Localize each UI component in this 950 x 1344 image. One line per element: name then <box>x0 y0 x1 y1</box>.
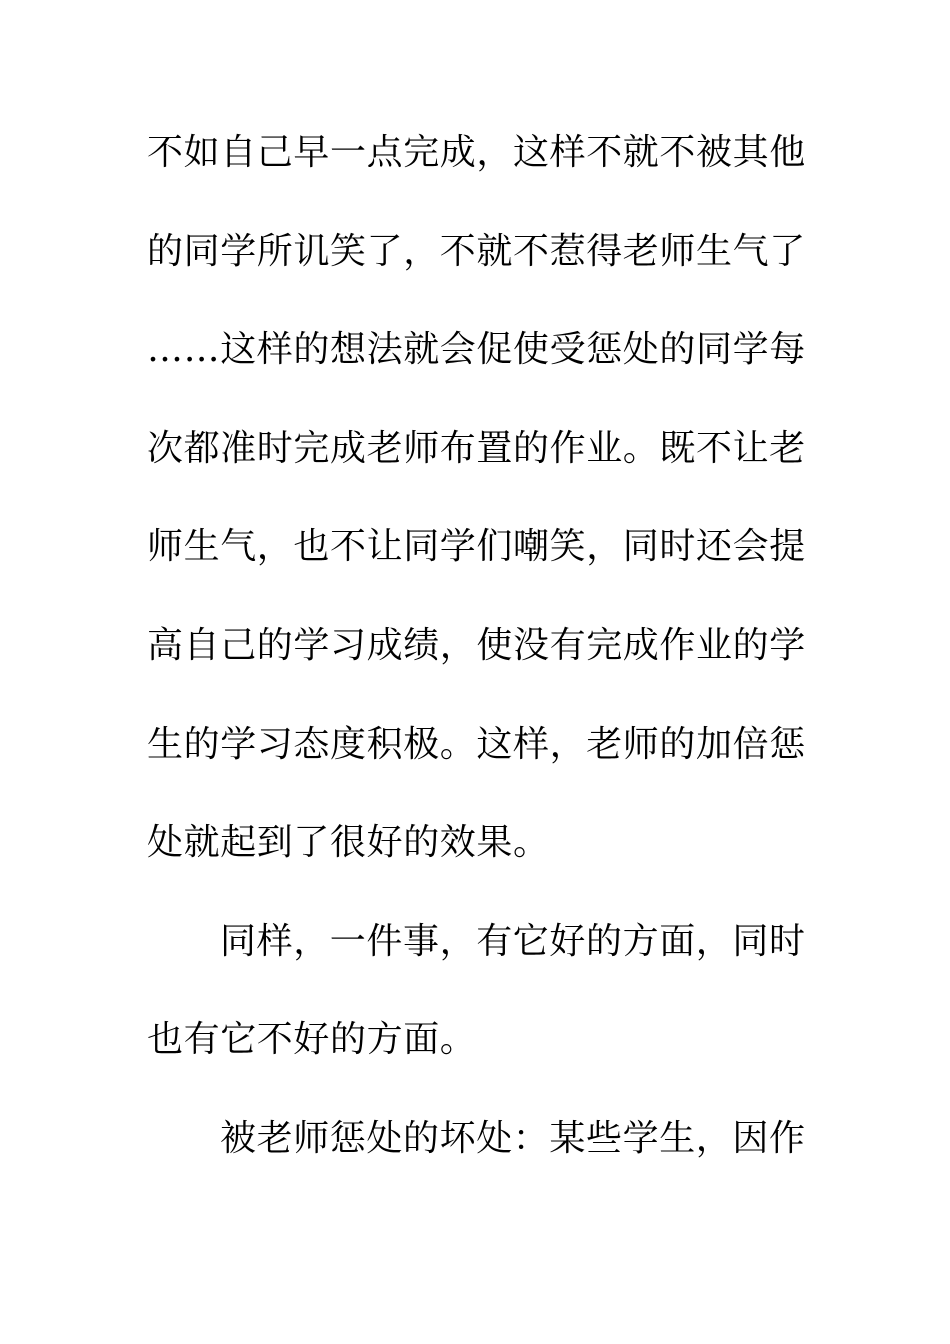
paragraph-start-line: 同样，一件事，有它好的方面，同时 <box>220 920 806 962</box>
text-line: 次都准时完成老师布置的作业。既不让老 <box>147 427 806 469</box>
body-text <box>147 128 807 1213</box>
text-line: 的同学所讥笑了，不就不惹得老师生气了 <box>147 230 806 272</box>
text-line: 高自己的学习成绩，使没有完成作业的学 <box>147 624 806 666</box>
text-line: 师生气，也不让同学们嘲笑，同时还会提 <box>147 526 806 568</box>
text-line: 处就起到了很好的效果。 <box>147 822 550 864</box>
text-line: 也有它不好的方面。 <box>147 1019 477 1061</box>
text-line: 不如自己早一点完成，这样不就不被其他 <box>147 132 806 173</box>
text-line: 生的学习态度积极。这样，老师的加倍惩 <box>147 723 806 765</box>
paragraph-start-line: 被老师惩处的坏处：某些学生，因作 <box>220 1117 806 1159</box>
text-line: ……这样的想法就会促使受惩处的同学每 <box>147 329 806 371</box>
